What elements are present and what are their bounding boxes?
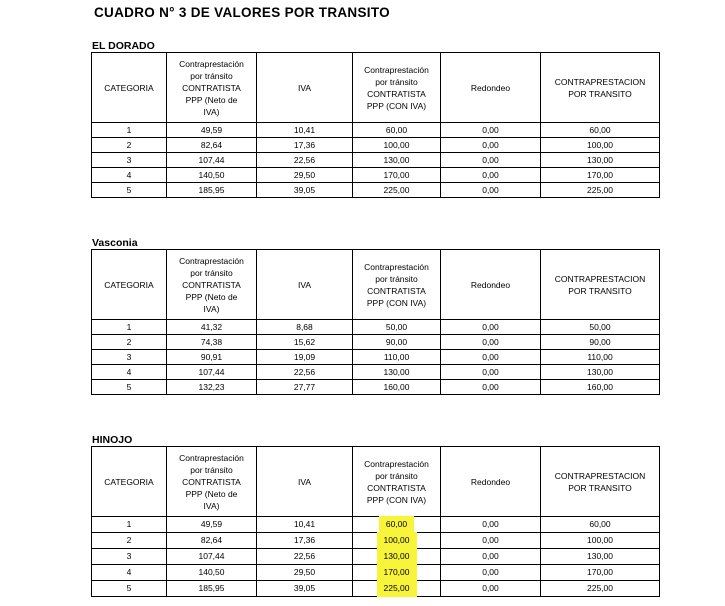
cell-redondeo: 0,00 (441, 335, 541, 350)
cell-categoria: 5 (92, 380, 167, 395)
header-con-iva-line: CONTRATISTA (367, 285, 426, 296)
table-row (92, 350, 660, 365)
cell-iva: 39,05 (257, 183, 353, 198)
header-neto-iva (167, 53, 257, 123)
cell-neto: 185,95 (167, 183, 257, 198)
header-total-line: CONTRAPRESTACION (554, 76, 646, 87)
header-categoria: CATEGORIA (92, 53, 167, 123)
table-row (92, 517, 660, 533)
header-con-iva-line: CONTRATISTA (367, 88, 426, 99)
header-neto-iva-line: CONTRATISTA (182, 279, 241, 290)
highlighted-value: 225,00 (378, 581, 416, 596)
cell-total: 130,00 (541, 549, 660, 565)
cell-categoria: 4 (92, 565, 167, 581)
cell-iva: 15,62 (257, 335, 353, 350)
header-redondeo: Redondeo (441, 53, 541, 123)
cell-redondeo: 0,00 (441, 153, 541, 168)
cell-categoria: 3 (92, 549, 167, 565)
header-neto-iva-line: PPP (Neto de (185, 94, 238, 105)
header-neto-iva-line: PPP (Neto de (185, 488, 238, 499)
header-con-iva-line: CONTRATISTA (367, 482, 426, 493)
header-con-iva-line: por tránsito (375, 273, 418, 284)
header-neto-iva (167, 447, 257, 517)
cell-neto: 132,23 (167, 380, 257, 395)
cell-total: 60,00 (541, 123, 660, 138)
cell-categoria: 1 (92, 123, 167, 138)
table-row (92, 320, 660, 335)
cell-con-iva: 110,00 (353, 350, 441, 365)
cell-categoria: 3 (92, 350, 167, 365)
cell-total: 160,00 (541, 380, 660, 395)
cell-categoria: 5 (92, 581, 167, 597)
cell-categoria: 4 (92, 168, 167, 183)
cell-con-iva: 130,00 (353, 153, 441, 168)
section-label-vasconia: Vasconia (92, 237, 138, 249)
cell-categoria: 2 (92, 138, 167, 153)
cell-neto: 90,91 (167, 350, 257, 365)
table-row (92, 153, 660, 168)
cell-con-iva: 160,00 (353, 380, 441, 395)
cell-neto: 140,50 (167, 565, 257, 581)
cell-redondeo: 0,00 (441, 123, 541, 138)
cell-con-iva: 60,00 (353, 123, 441, 138)
header-con-iva-line: PPP (CON IVA) (366, 297, 427, 308)
cell-con-iva (353, 565, 441, 581)
header-neto-iva-line: IVA) (203, 106, 220, 117)
cell-con-iva: 90,00 (353, 335, 441, 350)
header-con-iva (353, 250, 441, 320)
cell-categoria: 1 (92, 320, 167, 335)
header-neto-iva-line: por tránsito (190, 267, 233, 278)
header-total-line: CONTRAPRESTACION (554, 470, 646, 481)
header-neto-iva-line: IVA) (203, 500, 220, 511)
table-row (92, 183, 660, 198)
cell-con-iva (353, 533, 441, 549)
cell-total: 225,00 (541, 183, 660, 198)
cell-neto: 82,64 (167, 138, 257, 153)
highlighted-value: 60,00 (380, 517, 413, 532)
table-row (92, 581, 660, 597)
table-row (92, 138, 660, 153)
header-total-line: POR TRANSITO (568, 88, 632, 99)
header-con-iva-line: PPP (CON IVA) (366, 494, 427, 505)
cell-con-iva: 50,00 (353, 320, 441, 335)
cell-redondeo: 0,00 (441, 380, 541, 395)
cell-iva: 39,05 (257, 581, 353, 597)
header-total-line: POR TRANSITO (568, 482, 632, 493)
table-vasconia (91, 249, 660, 395)
cell-total: 225,00 (541, 581, 660, 597)
cell-neto: 107,44 (167, 365, 257, 380)
header-neto-iva-line: por tránsito (190, 70, 233, 81)
section-label-hinojo: HINOJO (92, 434, 133, 446)
header-neto-iva-line: CONTRATISTA (182, 82, 241, 93)
highlighted-value: 100,00 (378, 533, 416, 548)
header-categoria: CATEGORIA (92, 447, 167, 517)
cell-total: 170,00 (541, 168, 660, 183)
table-row (92, 380, 660, 395)
header-neto-iva-line: IVA) (203, 303, 220, 314)
header-iva: IVA (257, 447, 353, 517)
header-neto-iva (167, 250, 257, 320)
header-redondeo: Redondeo (441, 250, 541, 320)
table-row (92, 533, 660, 549)
highlighted-value: 170,00 (378, 565, 416, 580)
highlighted-value: 130,00 (378, 549, 416, 564)
cell-redondeo: 0,00 (441, 168, 541, 183)
cell-redondeo: 0,00 (441, 350, 541, 365)
header-con-iva-line: Contraprestación (364, 261, 429, 272)
table-row (92, 549, 660, 565)
cell-redondeo: 0,00 (441, 183, 541, 198)
cell-con-iva: 100,00 (353, 138, 441, 153)
cell-redondeo: 0,00 (441, 565, 541, 581)
cell-total: 50,00 (541, 320, 660, 335)
cell-neto: 49,59 (167, 123, 257, 138)
cell-iva: 17,36 (257, 533, 353, 549)
cell-categoria: 2 (92, 533, 167, 549)
cell-neto: 49,59 (167, 517, 257, 533)
header-neto-iva-line: Contraprestación (179, 255, 244, 266)
cell-total: 100,00 (541, 533, 660, 549)
header-row (92, 250, 660, 320)
cell-categoria: 2 (92, 335, 167, 350)
header-con-iva-line: Contraprestación (364, 458, 429, 469)
table-row (92, 365, 660, 380)
header-row (92, 53, 660, 123)
cell-categoria: 1 (92, 517, 167, 533)
header-neto-iva-line: CONTRATISTA (182, 476, 241, 487)
cell-categoria: 4 (92, 365, 167, 380)
cell-con-iva: 225,00 (353, 183, 441, 198)
cell-redondeo: 0,00 (441, 517, 541, 533)
cell-iva: 22,56 (257, 365, 353, 380)
header-con-iva (353, 447, 441, 517)
header-con-iva-line: por tránsito (375, 76, 418, 87)
header-neto-iva-line: Contraprestación (179, 452, 244, 463)
header-total-line: CONTRAPRESTACION (554, 273, 646, 284)
cell-con-iva: 170,00 (353, 168, 441, 183)
header-neto-iva-line: PPP (Neto de (185, 291, 238, 302)
cell-neto: 140,50 (167, 168, 257, 183)
cell-iva: 22,56 (257, 153, 353, 168)
header-total-line: POR TRANSITO (568, 285, 632, 296)
cell-neto: 41,32 (167, 320, 257, 335)
cell-con-iva (353, 549, 441, 565)
page-title: CUADRO N° 3 DE VALORES POR TRANSITO (94, 5, 390, 20)
cell-total: 60,00 (541, 517, 660, 533)
cell-total: 130,00 (541, 365, 660, 380)
cell-neto: 74,38 (167, 335, 257, 350)
cell-iva: 17,36 (257, 138, 353, 153)
cell-total: 100,00 (541, 138, 660, 153)
header-con-iva-line: Contraprestación (364, 64, 429, 75)
header-total (541, 447, 660, 517)
cell-total: 110,00 (541, 350, 660, 365)
cell-redondeo: 0,00 (441, 549, 541, 565)
header-total (541, 53, 660, 123)
cell-categoria: 3 (92, 153, 167, 168)
cell-iva: 27,77 (257, 380, 353, 395)
header-redondeo: Redondeo (441, 447, 541, 517)
header-con-iva-line: por tránsito (375, 470, 418, 481)
cell-total: 90,00 (541, 335, 660, 350)
cell-con-iva: 130,00 (353, 365, 441, 380)
header-categoria: CATEGORIA (92, 250, 167, 320)
header-neto-iva-line: por tránsito (190, 464, 233, 475)
cell-neto: 107,44 (167, 549, 257, 565)
cell-redondeo: 0,00 (441, 581, 541, 597)
header-con-iva-line: PPP (CON IVA) (366, 100, 427, 111)
table-row (92, 168, 660, 183)
cell-iva: 10,41 (257, 517, 353, 533)
table-hinojo (91, 446, 660, 597)
cell-iva: 29,50 (257, 168, 353, 183)
header-con-iva (353, 53, 441, 123)
cell-con-iva (353, 517, 441, 533)
cell-redondeo: 0,00 (441, 365, 541, 380)
table-el-dorado (91, 52, 660, 198)
cell-iva: 29,50 (257, 565, 353, 581)
table-row (92, 123, 660, 138)
cell-redondeo: 0,00 (441, 533, 541, 549)
cell-con-iva (353, 581, 441, 597)
section-label-el-dorado: EL DORADO (92, 40, 155, 52)
header-iva: IVA (257, 250, 353, 320)
cell-redondeo: 0,00 (441, 138, 541, 153)
cell-iva: 19,09 (257, 350, 353, 365)
cell-iva: 22,56 (257, 549, 353, 565)
cell-neto: 185,95 (167, 581, 257, 597)
cell-iva: 8,68 (257, 320, 353, 335)
header-iva: IVA (257, 53, 353, 123)
cell-total: 130,00 (541, 153, 660, 168)
table-row (92, 565, 660, 581)
header-total (541, 250, 660, 320)
cell-total: 170,00 (541, 565, 660, 581)
cell-neto: 82,64 (167, 533, 257, 549)
cell-neto: 107,44 (167, 153, 257, 168)
cell-redondeo: 0,00 (441, 320, 541, 335)
table-row (92, 335, 660, 350)
header-neto-iva-line: Contraprestación (179, 58, 244, 69)
header-row (92, 447, 660, 517)
cell-iva: 10,41 (257, 123, 353, 138)
cell-categoria: 5 (92, 183, 167, 198)
